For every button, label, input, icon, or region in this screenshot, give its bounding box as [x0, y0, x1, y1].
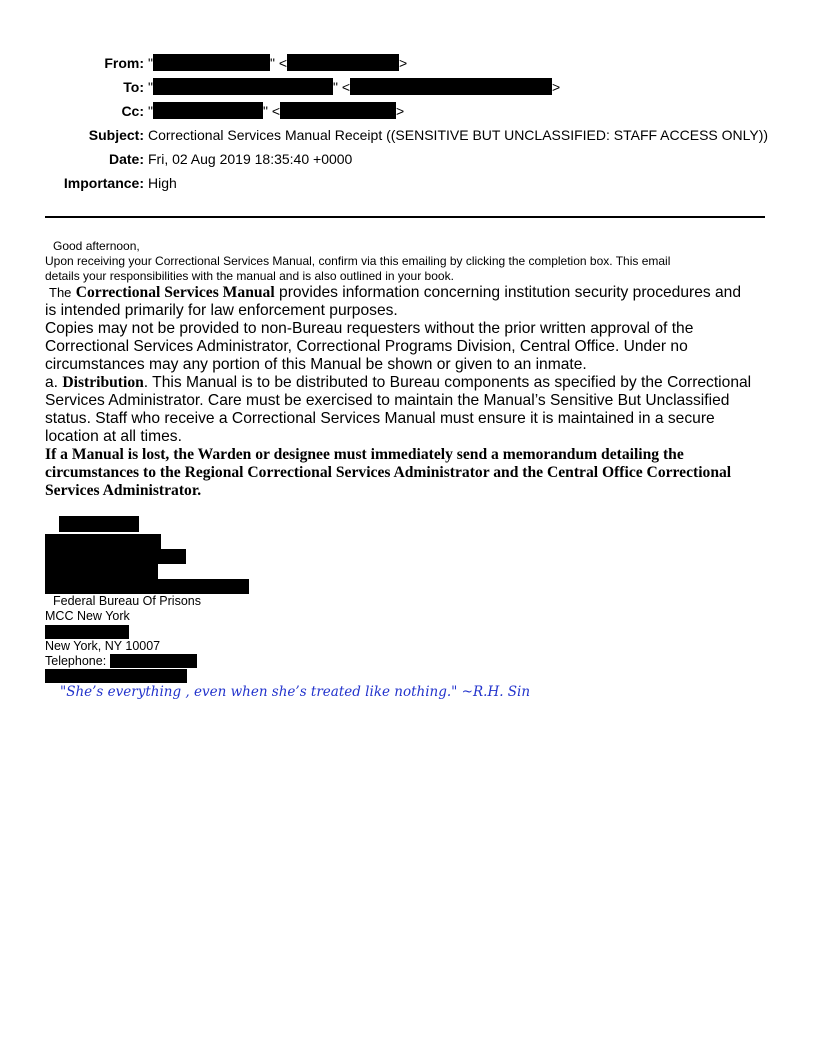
- importance-row: [0, 173, 816, 193]
- subject-row: [0, 125, 816, 145]
- redacted-cc-email: [280, 102, 396, 119]
- header-divider: [45, 216, 765, 218]
- redacted-signature-extra: [45, 669, 187, 683]
- cc-label: Cc:: [121, 103, 144, 119]
- redacted-signature-line-3: [45, 564, 158, 579]
- redacted-signature-address: [45, 625, 129, 639]
- from-label: From:: [104, 55, 144, 71]
- signature-city: New York, NY 10007: [45, 639, 161, 653]
- redacted-to-email: [350, 78, 552, 95]
- cc-value: " " < >: [148, 103, 405, 119]
- subject-label: Subject:: [88, 127, 144, 143]
- para-lost-line-1: If a Manual is lost, the Warden or designee must immediately send a memorandum detailing the: [45, 446, 684, 463]
- greeting: Good afternoon,: [53, 239, 140, 253]
- para-distribution-line-4: location at all times.: [45, 428, 182, 445]
- from-row: [0, 53, 816, 73]
- telephone-label: Telephone:: [45, 654, 107, 668]
- redacted-to-name: [153, 78, 333, 95]
- para-lost-line-2: circumstances to the Regional Correctional Services Administrator and the Central Office Correctional: [45, 464, 732, 481]
- importance-value: High: [148, 175, 177, 191]
- redacted-telephone: [110, 654, 197, 668]
- para-distribution-line-3: status. Staff who receive a Correctional Services Manual must ensure it is maintained in a secure: [45, 410, 715, 427]
- para-manual-line-1: The Correctional Services Manual provides information concerning institution security procedures and: [49, 284, 742, 301]
- redacted-signature-line-4: [45, 579, 249, 594]
- redacted-signature-line-1: [45, 534, 161, 549]
- para-manual-line-2: is intended primarily for law enforcement purposes.: [45, 302, 398, 319]
- signature-telephone: [45, 654, 106, 669]
- redacted-from-name: [153, 54, 270, 71]
- para-distribution-line-1: a. Distribution. This Manual is to be distributed to Bureau components as specified by the Correctional: [45, 374, 752, 391]
- para-distribution-line-2: Services Administrator. Care must be exercised to maintain the Manual’s Sensitive But Unclassified: [45, 392, 730, 409]
- para-copies-line-2: Correctional Services Administrator, Correctional Programs Division, Central Office. Under no: [45, 338, 688, 355]
- para-lost-line-3: Services Administrator.: [45, 482, 202, 499]
- intro-line-1: Upon receiving your Correctional Services Manual, confirm via this emailing by clicking the completion box. This email: [45, 254, 671, 268]
- redacted-from-email: [287, 54, 399, 71]
- intro-line-2: details your responsibilities with the manual and is also outlined in your book.: [45, 269, 454, 283]
- signature-org: Federal Bureau Of Prisons: [53, 594, 201, 608]
- para-copies-line-1: Copies may not be provided to non-Bureau requesters without the prior written approval of the: [45, 320, 694, 337]
- distribution-heading: Distribution: [62, 374, 144, 391]
- date-value: Fri, 02 Aug 2019 18:35:40 +0000: [148, 151, 353, 167]
- redacted-cc-name: [153, 102, 263, 119]
- para-copies-line-3: circumstances may any portion of this Manual be shown or given to an inmate.: [45, 356, 587, 373]
- date-label: Date:: [108, 151, 144, 167]
- manual-title: Correctional Services Manual: [75, 284, 275, 301]
- importance-label: Importance:: [63, 175, 144, 191]
- redacted-signature-line-2: [45, 549, 186, 564]
- signature-facility: MCC New York: [45, 609, 130, 623]
- date-row: [0, 149, 816, 169]
- redacted-signature-name: [59, 516, 139, 532]
- cc-row: [0, 101, 816, 121]
- to-label: To:: [123, 79, 144, 95]
- to-value: " " < >: [148, 79, 561, 95]
- to-row: [0, 77, 816, 97]
- subject-value: Correctional Services Manual Receipt ((SENSITIVE BUT UNCLASSIFIED: STAFF ACCESS ONLY)): [148, 127, 769, 143]
- from-value: " " < >: [148, 55, 408, 71]
- signature-quote: "She’s everything , even when she’s treated like nothing." ~R.H. Sin: [60, 684, 531, 700]
